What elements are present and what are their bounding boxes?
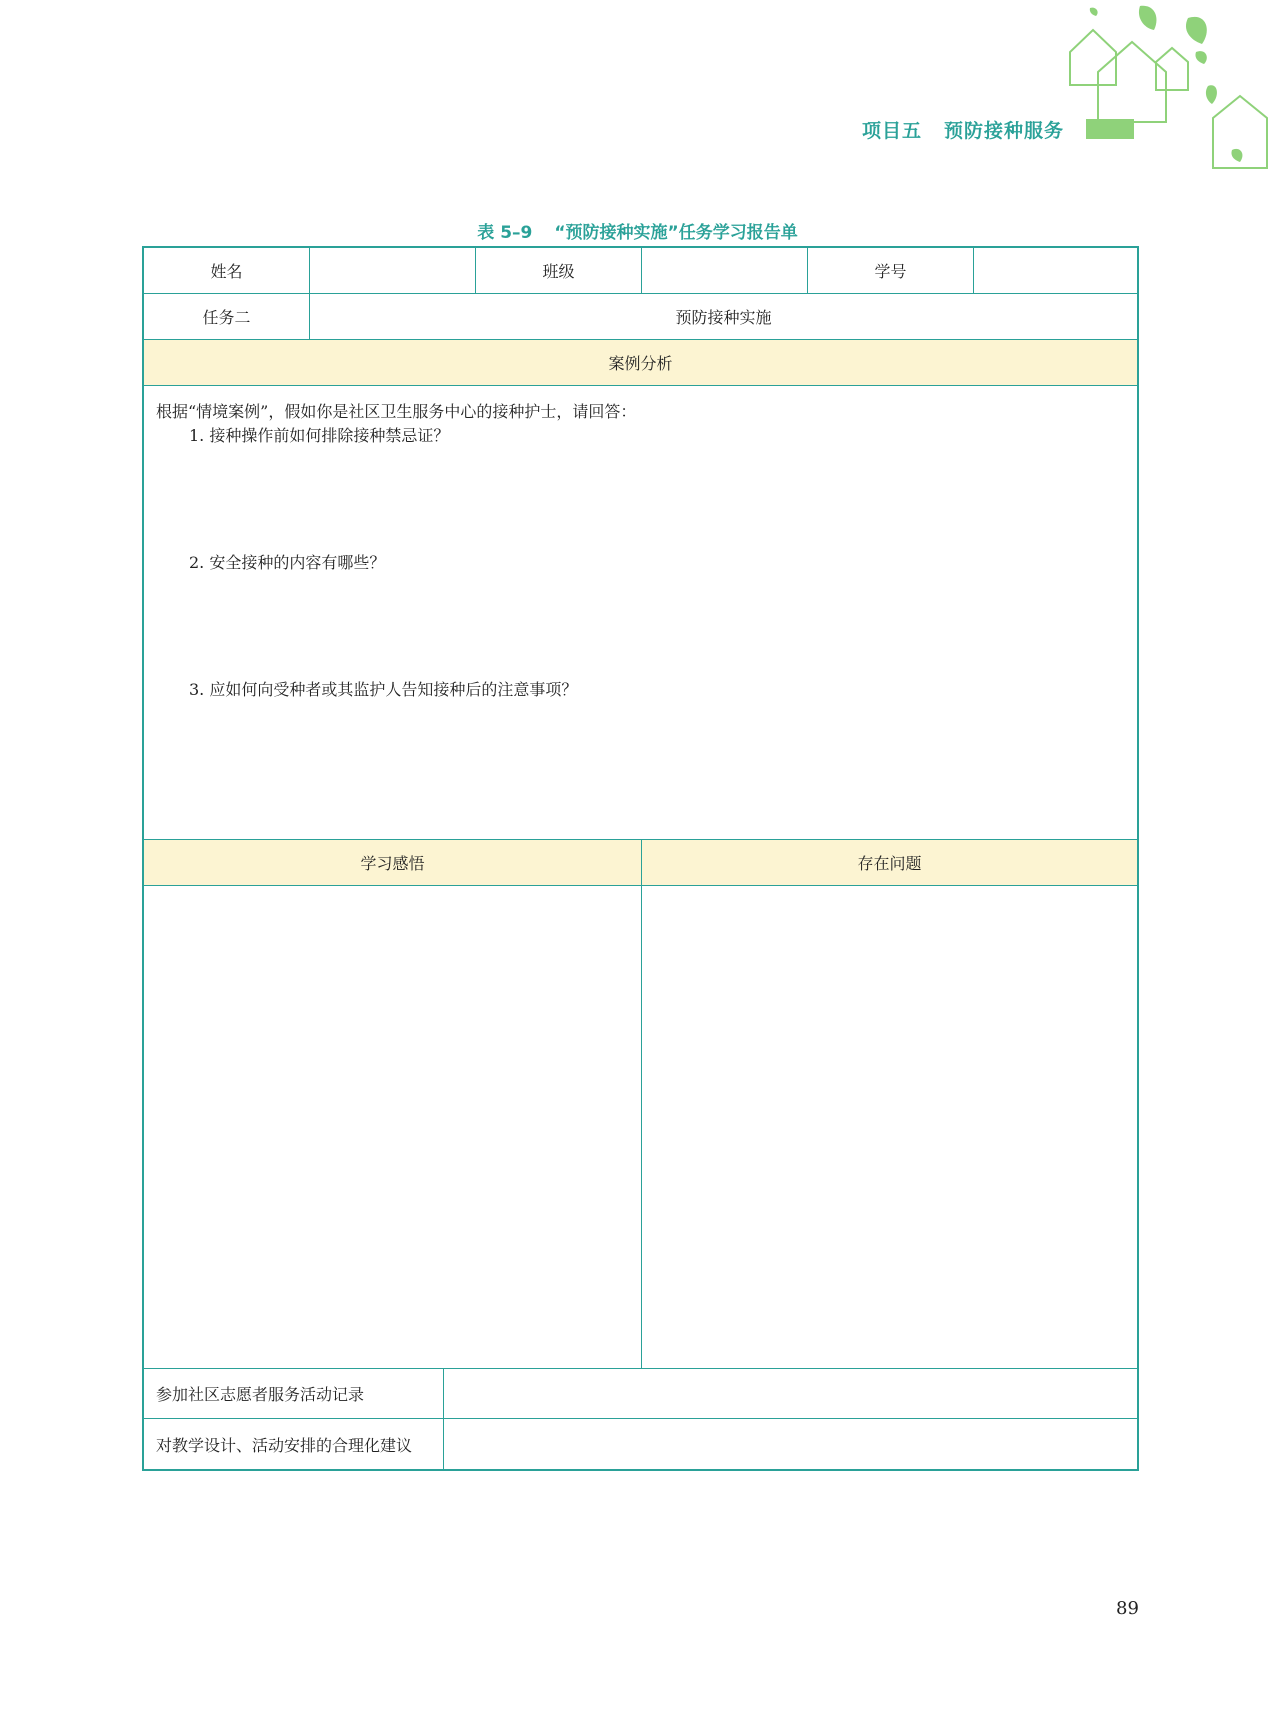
question-3: 3. 应如何向受种者或其监护人告知接种后的注意事项？ (189, 680, 578, 699)
table-caption (0, 218, 1275, 243)
table-title: “预防接种实施”任务学习报告单 (554, 223, 798, 243)
case-body-row (144, 386, 1137, 840)
question-2: 2. 安全接种的内容有哪些？ (189, 553, 386, 572)
case-intro: 根据“情境案例”，假如你是社区卫生服务中心的接种护士，请回答： (156, 402, 637, 421)
reflection-body-row (144, 886, 1137, 1369)
reflection-field[interactable] (144, 886, 642, 1368)
suggestion-field[interactable] (444, 1419, 1137, 1469)
name-label: 姓名 (144, 248, 310, 293)
reflection-header: 学习感悟 (144, 840, 642, 885)
task-value: 预防接种实施 (675, 308, 772, 327)
house-leaf-decoration (1060, 0, 1275, 175)
suggestion-label: 对教学设计、活动安排的合理化建议 (144, 1419, 444, 1469)
project-label: 项目五 (862, 120, 923, 142)
student-id-label: 学号 (808, 248, 974, 293)
info-row (144, 248, 1137, 294)
reflection-header-row (144, 840, 1137, 886)
report-table (142, 246, 1139, 1471)
case-header-row (144, 340, 1137, 386)
chapter-header (862, 116, 1064, 143)
volunteer-row (144, 1369, 1137, 1419)
volunteer-field[interactable] (444, 1369, 1137, 1418)
class-field[interactable] (642, 248, 808, 293)
suggestion-row (144, 1419, 1137, 1469)
student-id-field[interactable] (974, 248, 1137, 293)
task-label: 任务二 (144, 294, 310, 339)
table-number: 表 5–9 (477, 223, 533, 243)
problems-field[interactable] (642, 886, 1137, 1368)
section-label: 预防接种服务 (944, 120, 1065, 142)
header-accent-bar (1086, 119, 1134, 139)
volunteer-label: 参加社区志愿者服务活动记录 (144, 1369, 444, 1418)
problems-header: 存在问题 (857, 854, 922, 873)
question-1: 1. 接种操作前如何排除接种禁忌证？ (189, 426, 450, 445)
task-row (144, 294, 1137, 340)
case-analysis-header: 案例分析 (608, 354, 673, 373)
class-label: 班级 (476, 248, 642, 293)
page-number: 89 (1116, 1598, 1139, 1619)
name-field[interactable] (310, 248, 476, 293)
case-answer-area[interactable] (144, 386, 1137, 839)
